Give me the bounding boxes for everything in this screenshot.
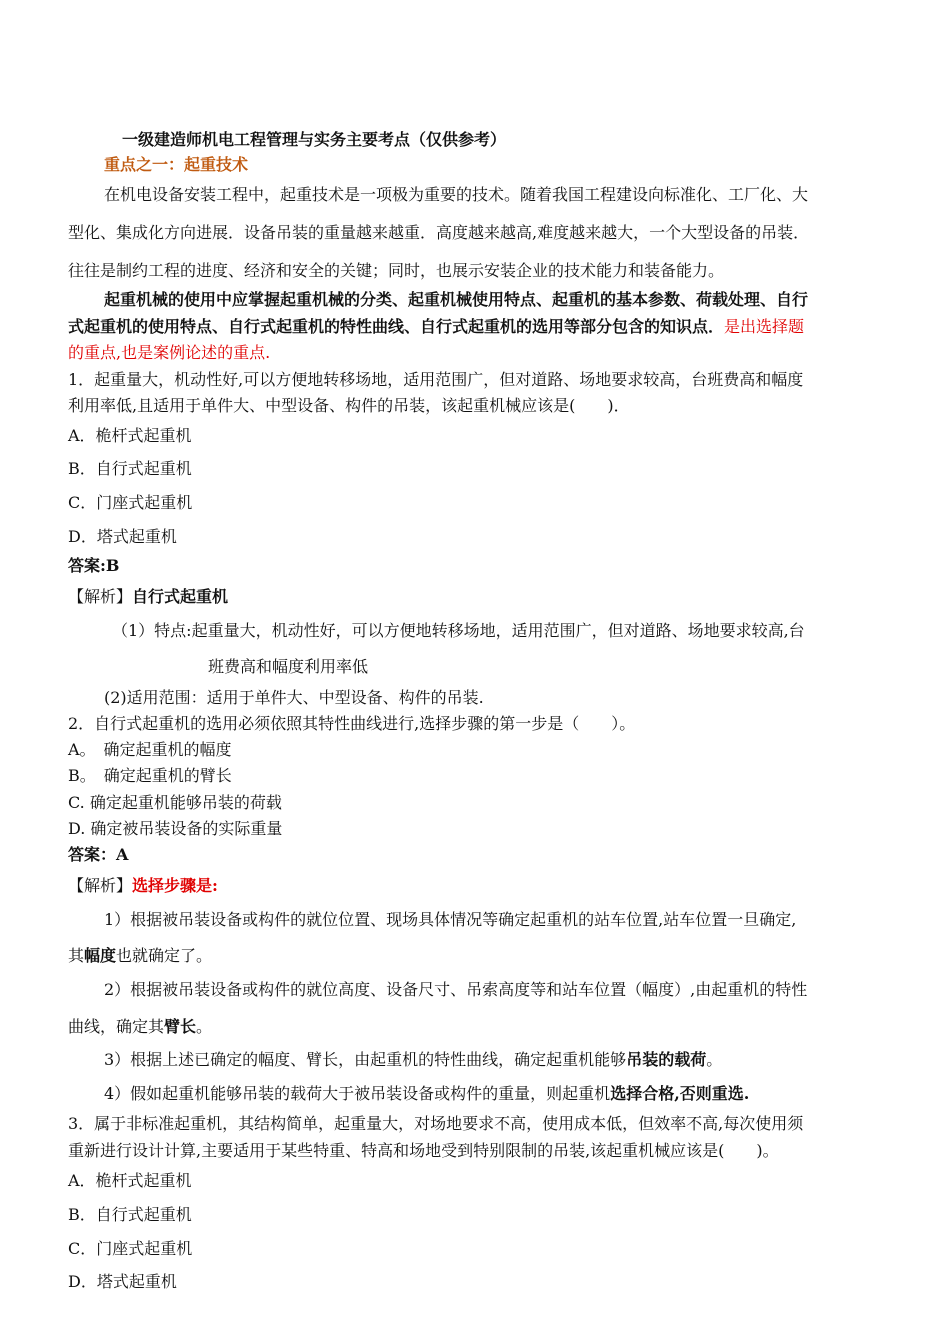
q2-analysis-title: 选择步骤是: [132,876,218,895]
q1-point-2: (2)适用范围：适用于单件大、中型设备、构件的吊装. [104,688,484,707]
q2-step-2b [68,1017,212,1037]
q3-stem-1: 3．属于非标准起重机，其结构简单，起重量大，对场地要求不高，使用成本低，但效率不高,每次使用须 [68,1114,804,1133]
q2-stem: 2．自行式起重机的选用必须依照其特性曲线进行,选择步骤的第一步是（ ）。 [68,714,636,733]
q2-option-d: D. 确定被吊装设备的实际重量 [68,819,283,838]
q1-option-d: D．塔式起重机 [68,527,177,546]
q2-option-a: A。 确定起重机的幅度 [68,740,232,759]
q2-step-2b-post: 。 [196,1017,213,1036]
intro-line-2: 型化、集成化方向进展．设备吊装的重量越来越重．高度越来越高,难度越来越大，一个大型设备的吊装． [68,223,810,242]
q1-analysis-title: 自行式起重机 [132,587,229,606]
intro-line-1: 在机电设备安装工程中，起重技术是一项极为重要的技术。随着我国工程建设向标准化、工厂化、大 [104,185,809,204]
q1-analysis-label: 【解析】 [68,587,133,606]
intro-line-3: 往往是制约工程的进度、经济和安全的关键；同时，也展示安装企业的技术能力和装备能力。 [68,261,725,280]
q2-step-1b [68,946,212,966]
q3-option-c: C．门座式起重机 [68,1239,193,1258]
emphasis-line-2 [68,317,804,337]
q2-step-3 [104,1050,722,1070]
q1-stem-1: 1．起重量大，机动性好,可以方便地转移场地，适用范围广，但对道路、场地要求较高，台班费高和幅度 [68,370,804,389]
q2-answer: 答案：A [68,845,129,864]
emphasis-line-3: 的重点,也是案例论述的重点. [68,343,271,362]
q2-step-3-pre: 3）根据上述已确定的幅度、臂长，由起重机的特性曲线，确定起重机能够 [104,1050,627,1069]
q3-option-b: B．自行式起重机 [68,1205,192,1224]
q2-option-c: C. 确定起重机能够吊装的荷载 [68,793,282,812]
q2-step-2b-bold: 臂长 [164,1017,197,1036]
q2-step-4-pre: 4）假如起重机能够吊装的载荷大于被吊装设备或构件的重量，则起重机 [104,1084,611,1103]
q2-step-2b-pre: 曲线，确定其 [68,1017,165,1036]
q2-option-b: B。 确定起重机的臂长 [68,766,232,785]
q1-option-b: B．自行式起重机 [68,459,192,478]
q2-analysis [68,876,218,896]
emphasis-line-1: 起重机械的使用中应掌握起重机械的分类、起重机械使用特点、起重机的基本参数、荷载处理、自行 [104,290,809,309]
emphasis-red-text: 是出选择题 [724,317,805,336]
q1-answer: 答案:B [68,556,120,575]
q2-step-3-bold: 吊装的载荷 [626,1050,707,1069]
q2-analysis-label: 【解析】 [68,876,133,895]
q1-option-a: A．桅杆式起重机 [68,426,192,445]
q2-step-1b-post: 也就确定了。 [116,946,213,965]
q1-stem-2: 利用率低,且适用于单件大、中型设备、构件的吊装，该起重机械应该是( )． [68,396,630,415]
q3-option-a: A．桅杆式起重机 [68,1171,192,1190]
q2-step-3-post: 。 [706,1050,723,1069]
q2-step-4 [104,1084,749,1104]
emphasis-bold-text: 式起重机的使用特点、自行式起重机的特性曲线、自行式起重机的选用等部分包含的知识点． [68,317,725,336]
q1-point-1a: （1）特点:起重量大，机动性好，可以方便地转移场地，适用范围广，但对道路、场地要求较高,台 [112,621,805,640]
q2-step-2a: 2）根据被吊装设备或构件的就位高度、设备尺寸、吊索高度等和站车位置（幅度）,由起重机的特性 [104,980,808,999]
q2-step-1a: 1）根据被吊装设备或构件的就位位置、现场具体情况等确定起重机的站车位置,站车位置一旦确定, [104,910,797,929]
section-heading: 重点之一：起重技术 [104,155,249,174]
q2-step-4-bold: 选择合格,否则重选. [610,1084,750,1103]
q3-option-d: D．塔式起重机 [68,1272,177,1291]
page-title: 一级建造师机电工程管理与实务主要考点（仅供参考） [122,130,507,149]
q1-point-1b: 班费高和幅度利用率低 [208,657,369,676]
q1-analysis [68,587,228,607]
q2-step-1b-pre: 其 [68,946,85,965]
q2-step-1b-bold: 幅度 [84,946,117,965]
q1-option-c: C．门座式起重机 [68,493,193,512]
q3-stem-2: 重新进行设计计算,主要适用于某些特重、特高和场地受到特别限制的吊装,该起重机械应该是( )。 [68,1141,779,1160]
